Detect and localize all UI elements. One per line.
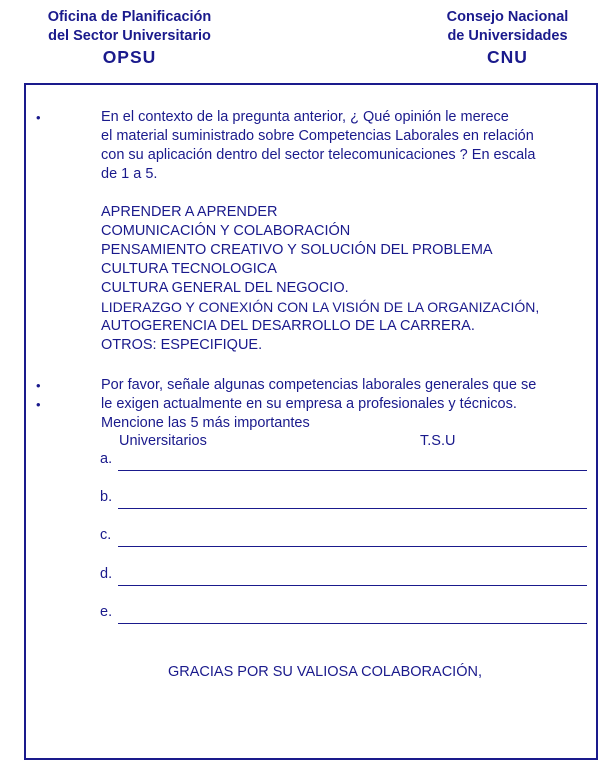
answer-letter: e. <box>100 604 113 620</box>
column-tsu: T.S.U <box>420 433 456 449</box>
cnu-name-line2: de Universidades <box>447 28 568 44</box>
question2-line: Mencione las 5 más importantes <box>101 415 310 431</box>
answer-row-b[interactable] <box>100 489 587 509</box>
competency-option: AUTOGERENCIA DEL DESARROLLO DE LA CARRERA. <box>101 318 475 334</box>
question1-text <box>101 108 601 184</box>
competency-option: LIDERAZGO Y CONEXIÓN CON LA VISIÓN DE LA ORGANIZACIÓN, <box>101 299 540 315</box>
competency-option: COMUNICACIÓN Y COLABORACIÓN <box>101 223 351 239</box>
question1-line: En el contexto de la pregunta anterior, ¿ Qué opinión le merece <box>101 109 509 125</box>
bullet-question2a: • <box>36 378 41 393</box>
bullet-question1: • <box>36 110 41 125</box>
answer-blank-line[interactable] <box>118 470 587 471</box>
competency-option: CULTURA TECNOLOGICA <box>101 261 277 277</box>
cnu-name-line1: Consejo Nacional <box>446 9 569 25</box>
competency-option: CULTURA GENERAL DEL NEGOCIO. <box>101 280 349 296</box>
opsu-name-line1: Oficina de Planificación <box>47 9 212 25</box>
question2-text <box>101 376 601 433</box>
cnu-acronym: CNU <box>487 47 528 67</box>
answer-row-e[interactable] <box>100 604 587 624</box>
opsu-header <box>22 8 237 67</box>
question2-line: Por favor, señale algunas competencias laborales generales que se <box>101 377 537 393</box>
bullet-question2b: • <box>36 397 41 412</box>
answer-letter: a. <box>100 451 113 467</box>
question1-line: con su aplicación dentro del sector telecomunicaciones ? En escala <box>101 147 536 163</box>
answer-letter: d. <box>100 566 113 582</box>
opsu-acronym: OPSU <box>102 47 157 67</box>
answer-blank-line[interactable] <box>118 546 587 547</box>
answer-blank-line[interactable] <box>118 508 587 509</box>
answer-row-a[interactable] <box>100 451 587 471</box>
competency-option: APRENDER A APRENDER <box>101 204 278 220</box>
answer-blank-line[interactable] <box>118 585 587 586</box>
answer-letter: c. <box>100 527 112 543</box>
competency-options <box>101 203 601 355</box>
answer-blank-line[interactable] <box>118 623 587 624</box>
answer-letter: b. <box>100 489 113 505</box>
question1-line: de 1 a 5. <box>101 166 158 182</box>
question2-line: le exigen actualmente en su empresa a profesionales y técnicos. <box>101 396 517 412</box>
closing-thanks: GRACIAS POR SU VALIOSA COLABORACIÓN, <box>168 664 482 680</box>
competency-option: PENSAMIENTO CREATIVO Y SOLUCIÓN DEL PROBLEMA <box>101 242 493 258</box>
answer-row-d[interactable] <box>100 566 587 586</box>
cnu-header <box>420 8 595 67</box>
question1-line: el material suministrado sobre Competencias Laborales en relación <box>101 128 534 144</box>
answer-row-c[interactable] <box>100 527 587 547</box>
column-universitarios: Universitarios <box>119 433 207 449</box>
opsu-name-line2: del Sector Universitario <box>48 28 211 44</box>
competency-option: OTROS: ESPECIFIQUE. <box>101 337 263 353</box>
